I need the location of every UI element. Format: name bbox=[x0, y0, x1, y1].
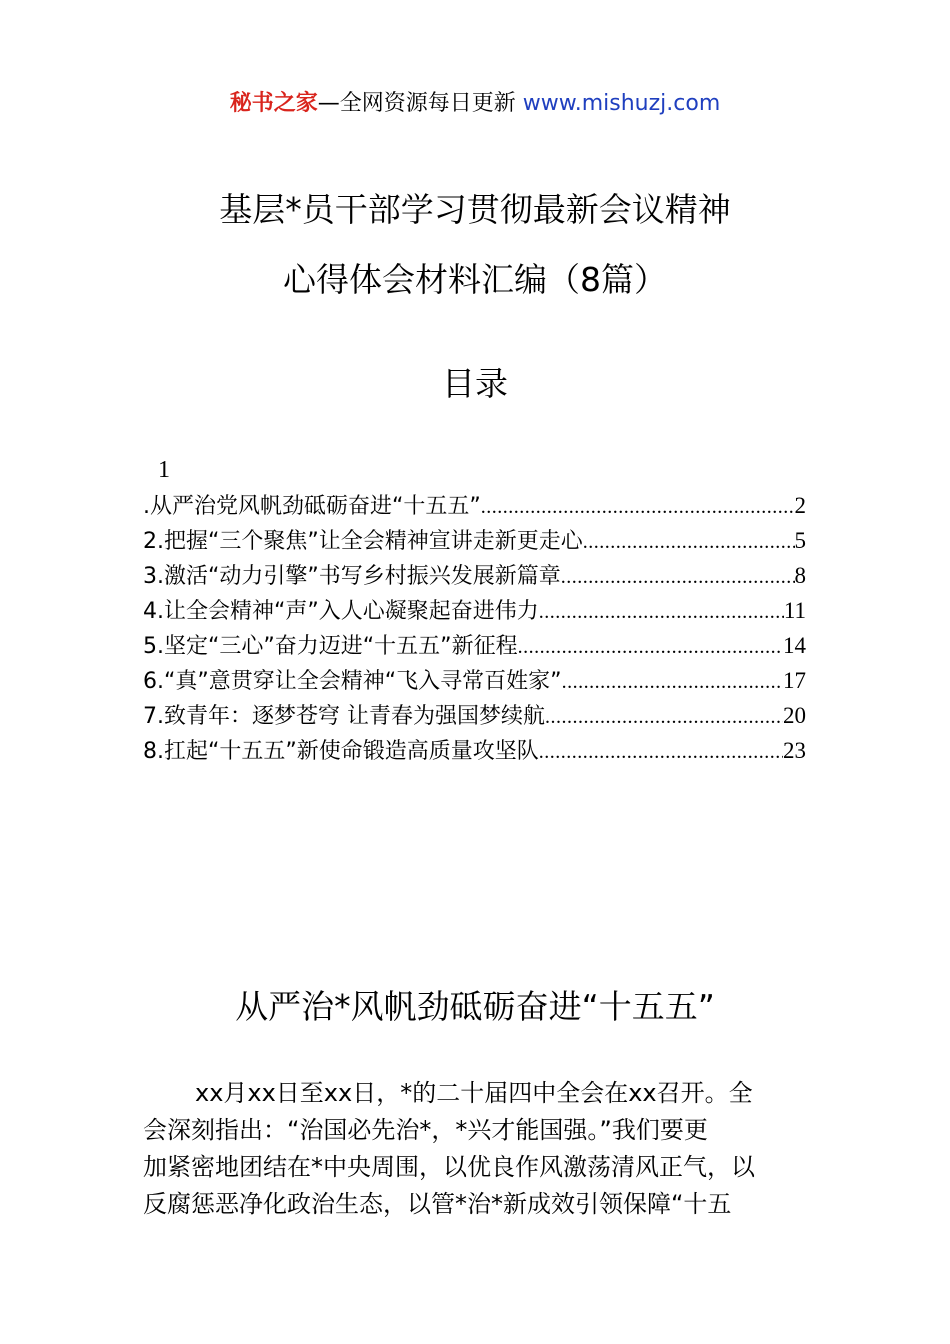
table-of-contents bbox=[143, 488, 806, 768]
site-tagline: —全网资源每日更新 bbox=[317, 91, 523, 116]
toc-item-8[interactable] bbox=[143, 733, 806, 768]
toc-leader-dots bbox=[583, 525, 795, 560]
toc-item-page: 20 bbox=[783, 703, 806, 728]
toc-item-title: 8.扛起“十五五”新使命锻造高质量攻坚队 bbox=[143, 739, 539, 764]
toc-item-title: .从严治党风帆劲砥砺奋进“十五五” bbox=[143, 494, 481, 519]
toc-item-5[interactable] bbox=[143, 628, 806, 663]
toc-leader-dots bbox=[561, 560, 795, 595]
toc-leader-dots bbox=[562, 665, 783, 700]
article-line-4: 反腐惩恶净化政治生态，以管*治*新成效引领保障“十五 bbox=[143, 1190, 732, 1218]
toc-item-title: 5.坚定“三心”奋力迈进“十五五”新征程 bbox=[143, 634, 518, 659]
toc-item-1[interactable] bbox=[143, 488, 806, 523]
site-brand: 秘书之家 bbox=[229, 91, 318, 116]
toc-heading: 目录 bbox=[442, 364, 508, 403]
toc-leader-dots bbox=[518, 630, 783, 665]
site-url-link[interactable]: www.mishuzj.com bbox=[522, 91, 721, 116]
toc-item-page: 23 bbox=[783, 738, 806, 763]
toc-item-title: 2.把握“三个聚焦”让全会精神宣讲走新更走心 bbox=[143, 529, 583, 554]
toc-item-title: 6.“真”意贯穿让全会精神“飞入寻常百姓家” bbox=[143, 669, 562, 694]
article-line-1: xx月xx日至xx日，*的二十届四中全会在xx召开。全 bbox=[195, 1079, 753, 1107]
document-title-line-1: 基层*员干部学习贯彻最新会议精神 bbox=[219, 190, 731, 229]
toc-item-3[interactable] bbox=[143, 558, 806, 593]
toc-item-title: 7.致青年：逐梦苍穹 让青春为强国梦续航 bbox=[143, 704, 545, 729]
article-body bbox=[143, 1075, 806, 1223]
site-header bbox=[0, 88, 950, 120]
toc-leader-dots bbox=[545, 700, 783, 735]
toc-first-number: 1 bbox=[158, 457, 170, 483]
toc-item-4[interactable] bbox=[143, 593, 806, 628]
toc-item-7[interactable] bbox=[143, 698, 806, 733]
toc-item-title: 3.激活“动力引擎”书写乡村振兴发展新篇章 bbox=[143, 564, 561, 589]
toc-leader-dots bbox=[539, 595, 784, 630]
toc-item-page: 2 bbox=[794, 493, 806, 518]
article-title: 从严治*风帆劲砥砺奋进“十五五” bbox=[235, 987, 715, 1026]
toc-item-title: 4.让全会精神“声”入人心凝聚起奋进伟力 bbox=[143, 599, 539, 624]
toc-item-6[interactable] bbox=[143, 663, 806, 698]
toc-leader-dots bbox=[481, 490, 795, 525]
toc-item-page: 8 bbox=[794, 563, 806, 588]
toc-item-page: 14 bbox=[783, 633, 806, 658]
toc-item-page: 17 bbox=[783, 668, 806, 693]
toc-item-page: 5 bbox=[794, 528, 806, 553]
toc-leader-dots bbox=[539, 735, 783, 770]
toc-item-page: 11 bbox=[783, 598, 806, 623]
toc-item-2[interactable] bbox=[143, 523, 806, 558]
document-title-line-2: 心得体会材料汇编（8篇） bbox=[283, 260, 667, 299]
article-line-3: 加紧密地团结在*中央周围，以优良作风激荡清风正气，以 bbox=[143, 1153, 755, 1181]
article-line-2: 会深刻指出：“治国必先治*，*兴才能国强。”我们要更 bbox=[143, 1116, 708, 1144]
